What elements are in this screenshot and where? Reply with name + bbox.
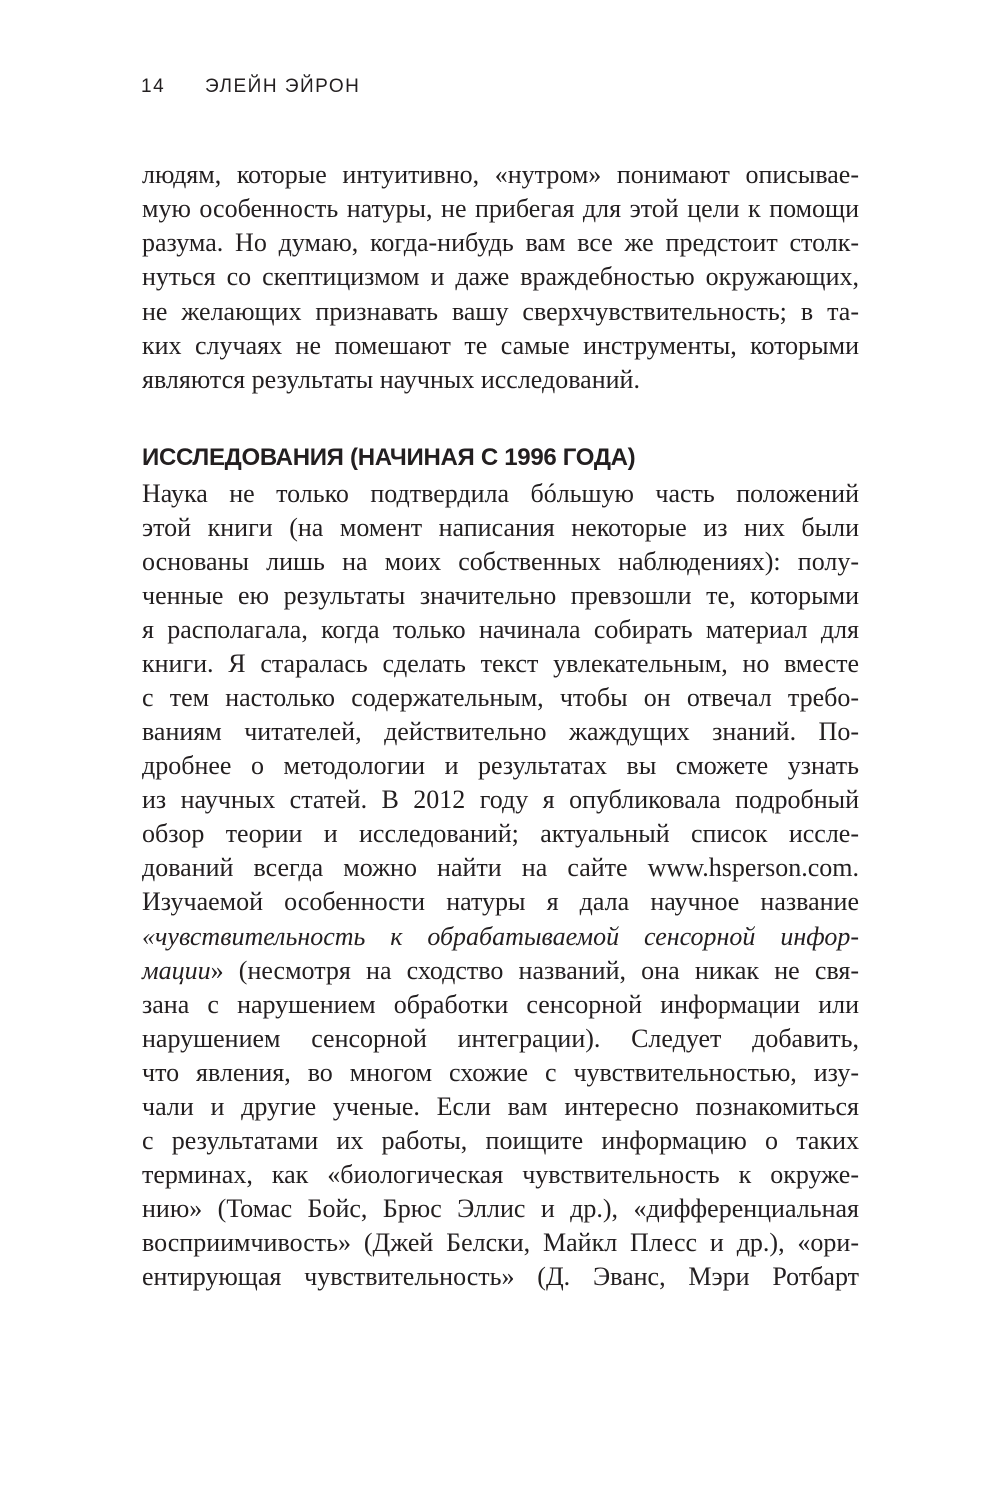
text-line: ентирующая чувствительность» (Д. Эванс, Мэри Ротбарт <box>142 1262 859 1291</box>
text-line: не желающих признавать вашу сверхчувствительность; в та- <box>142 297 859 326</box>
text-line: терминах, как «биологическая чувствительность к окруже- <box>142 1160 859 1189</box>
text-line: являются результаты научных исследований. <box>142 365 640 394</box>
italic-term: «чувствительность к обрабатываемой сенсорной инфор- <box>142 922 859 951</box>
text-line: дований всегда можно найти на сайте www.hsperson.com. <box>142 853 859 882</box>
text-line-italic <box>142 922 859 952</box>
text-line: разума. Но думаю, когда-нибудь вам все же предстоит столк- <box>142 228 859 257</box>
text-line: нию» (Томас Бойс, Брюс Эллис и др.), «дифференциальная <box>142 1194 859 1223</box>
text-line: обзор теории и исследований; актуальный список иссле- <box>142 819 859 848</box>
text-line: с тем настолько содержательным, чтобы он отвечал требо- <box>142 683 859 712</box>
text-line: чали и другие ученые. Если вам интересно познакомиться <box>142 1092 859 1121</box>
text-line: я располагала, когда только начинала собирать материал для <box>142 615 859 644</box>
text-line: ких случаях не помешают те самые инструменты, которыми <box>142 331 859 360</box>
text-line: восприимчивость» (Джей Белски, Майкл Плесс и др.), «ори- <box>142 1228 859 1257</box>
page-number: 14 <box>141 76 166 97</box>
text-line: нарушением сенсорной интеграции). Следует добавить, <box>142 1024 859 1053</box>
text-line: этой книги (на момент написания некоторые из них были <box>142 513 859 542</box>
text-line: нуться со скептицизмом и даже враждебностью окружающих, <box>142 262 859 291</box>
text-line-mixed <box>142 956 859 986</box>
italic-term-end: мации <box>142 956 211 985</box>
text-line: Изучаемой особенности натуры я дала научное название <box>142 887 859 916</box>
text-line: мую особенность натуры, не прибегая для этой цели к помощи <box>142 194 859 223</box>
text-line: дробнее о методологии и результатах вы сможете узнать <box>142 751 859 780</box>
section-heading: ИССЛЕДОВАНИЯ (НАЧИНАЯ С 1996 ГОДА) <box>142 444 636 471</box>
text-line: с результатами их работы, поищите информацию о таких <box>142 1126 859 1155</box>
text-line: ваниям читателей, действительно жаждущих знаний. По- <box>142 717 859 746</box>
text-line: зана с нарушением обработки сенсорной информации или <box>142 990 859 1019</box>
text-line: основаны лишь на моих собственных наблюдениях): полу- <box>142 547 859 576</box>
text-line: из научных статей. В 2012 году я опубликовала подробный <box>142 785 859 814</box>
text-line: что явления, во многом схожие с чувствительностью, изу- <box>142 1058 859 1087</box>
author-name: ЭЛЕЙН ЭЙРОН <box>205 76 361 97</box>
text-fragment: » (несмотря на сходство названий, она никак не свя- <box>210 956 859 985</box>
text-line: книги. Я старалась сделать текст увлекательным, но вместе <box>142 649 859 678</box>
text-line: ченные ею результаты значительно превзошли те, которыми <box>142 581 859 610</box>
running-head <box>141 76 360 98</box>
text-line: людям, которые интуитивно, «нутром» понимают описывае- <box>142 160 859 189</box>
text-line: Наука не только подтвердила бóльшую часть положений <box>142 479 859 508</box>
